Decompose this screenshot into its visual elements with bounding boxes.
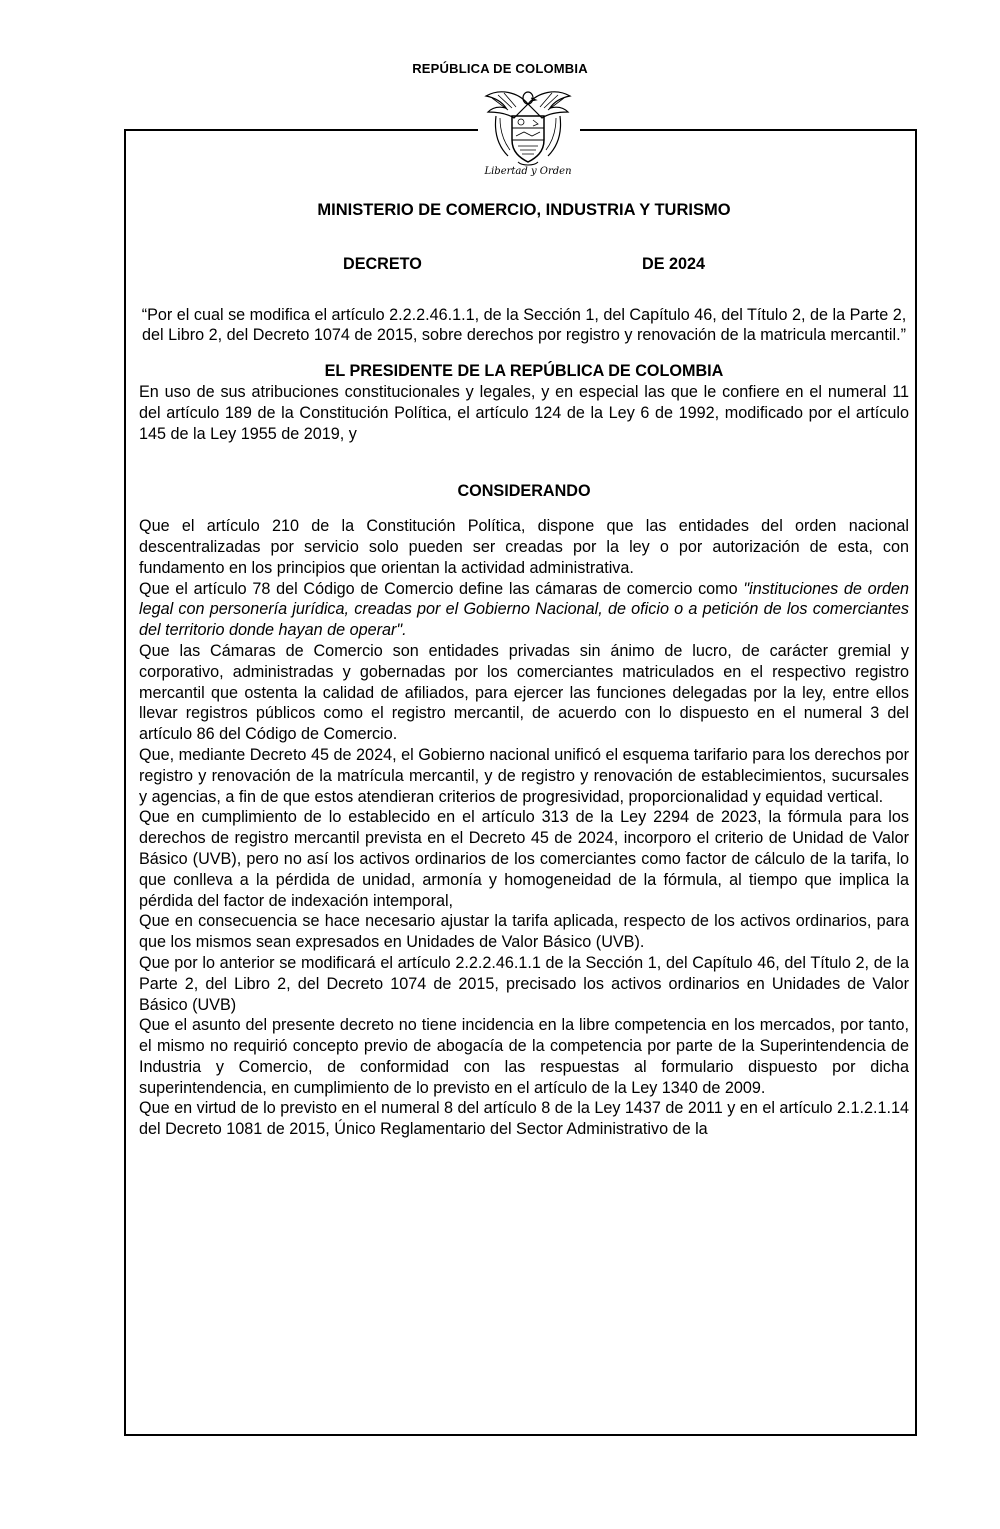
considerando-paragraph-9: Que en virtud de lo previsto en el numeral 8 del artículo 8 de la Ley 1437 de 2011 y en el artículo 2.1.2.1.14 del Decreto 1081 de 2015, Único Reglamentario del Sector Administrativo de la xyxy=(139,1099,910,1139)
considerando-paragraph-4: Que, mediante Decreto 45 de 2024, el Gobierno nacional unificó el esquema tarifario para los derechos por registro y renovación de la matrícula mercantil, y de registro y renovación de establecimientos, sucursales y agencias, a fin de que estos atendieran criterios de progresividad, proporcionalidad y equidad vertical. xyxy=(139,745,909,806)
decree-subject: “Por el cual se modifica el artículo 2.2.2.46.1.1, de la Sección 1, del Capítulo 46, del Título 2, de la Parte 2, del Libro 2, del Decreto 1074 de 2015, sobre derechos por registro y renovación de la matricula mercantil.” xyxy=(141,305,907,345)
frame-right-border xyxy=(915,129,917,1436)
president-heading: EL PRESIDENTE DE LA REPÚBLICA DE COLOMBIA xyxy=(324,362,724,381)
frame-bottom-border xyxy=(124,1434,917,1436)
considerando-paragraph-6: Que en consecuencia se hace necesario ajustar la tarifa aplicada, respecto de los activos ordinarios, para que los mismos sean expresados en Unidades de Valor Básico (UVB). xyxy=(139,912,909,952)
intro-paragraph: En uso de sus atribuciones constitucionales y legales, y en especial las que le confiere en el numeral 11 del artículo 189 de la Constitución Política, el artículo 124 de la Ley 6 de 1992, modificado por el artículo 145 de la Ley 1955 de 2019, y xyxy=(139,382,909,443)
decree-document xyxy=(139,198,909,1140)
decree-number-line xyxy=(343,254,705,275)
motto-text: Libertad y Orden xyxy=(484,166,572,177)
ministry-heading: MINISTERIO DE COMERCIO, INDUSTRIA Y TURISMO xyxy=(317,201,731,219)
frame-top-right-border xyxy=(580,129,917,131)
paragraph-2-quote: "instituciones de orden legal con personería jurídica, creadas por el Gobierno Nacional, de oficio o a petición de los comerciantes del territorio donde hayan de operar". xyxy=(139,579,909,640)
considerando-heading: CONSIDERANDO xyxy=(457,482,591,501)
decree-label: DECRETO xyxy=(343,254,422,273)
paragraph-2-lead: Que el artículo 78 del Código de Comercio define las cámaras de comercio como xyxy=(139,579,744,598)
republic-heading: REPÚBLICA DE COLOMBIA xyxy=(412,61,588,76)
considerando-paragraph-5: Que en cumplimiento de lo establecido en el artículo 313 de la Ley 2294 de 2023, la fórmula para los derechos de registro mercantil prevista en el Decreto 45 de 2024, incorporo el criterio de Unidad de Valor Básico (UVB), pero no así los activos ordinarios de los comerciantes como factor de cálculo de la tarifa, lo que conlleva a la pérdida de unidad, armonía y homogeneidad de la fórmula, al tiempo que implica la pérdida del factor de indexación intemporal, xyxy=(139,808,909,910)
considerando-paragraph-8: Que el asunto del presente decreto no tiene incidencia en la libre competencia en los mercados, por tanto, el mismo no requirió concepto previo de abogacía de la competencia por parte de la Superintendencia de Industria y Comercio, de conformidad con las respuestas al formulario dispuesto por dicha superintendencia, en cumplimiento de lo previsto en el artículo de la Ley 1340 de 2009. xyxy=(139,1016,909,1097)
decree-year: DE 2024 xyxy=(642,254,705,273)
considerando-paragraph-7: Que por lo anterior se modificará el artículo 2.2.2.46.1.1 de la Sección 1, del Capítulo 46, del Título 2, de la Parte 2, del Libro 2, del Decreto 1074 de 2015, precisado los activos ordinarios en Unidades de Valor Básico (UVB) xyxy=(139,953,909,1014)
considerando-paragraph-3: Que las Cámaras de Comercio son entidades privadas sin ánimo de lucro, de carácter gremial y corporativo, administradas y gobernadas por los comerciantes matriculados en el respectivo registro mercantil que ostenta la calidad de afiliados, para ejercer las funciones delegadas por la ley, entre ellos llevar registros públicos como el registro mercantil, de acuerdo con lo dispuesto en el numeral 3 del artículo 86 del Código de Comercio. xyxy=(139,641,909,744)
considerando-paragraph-1: Que el artículo 210 de la Constitución Política, dispone que las entidades del orden nacional descentralizadas por servicio solo pueden ser creadas por la ley o por autorización de esta, con fundamento en los principios que orientan la actividad administrativa. xyxy=(139,517,909,577)
frame-top-left-border xyxy=(124,129,478,131)
considerando-paragraph-2 xyxy=(139,579,909,641)
frame-left-border xyxy=(124,129,126,1436)
